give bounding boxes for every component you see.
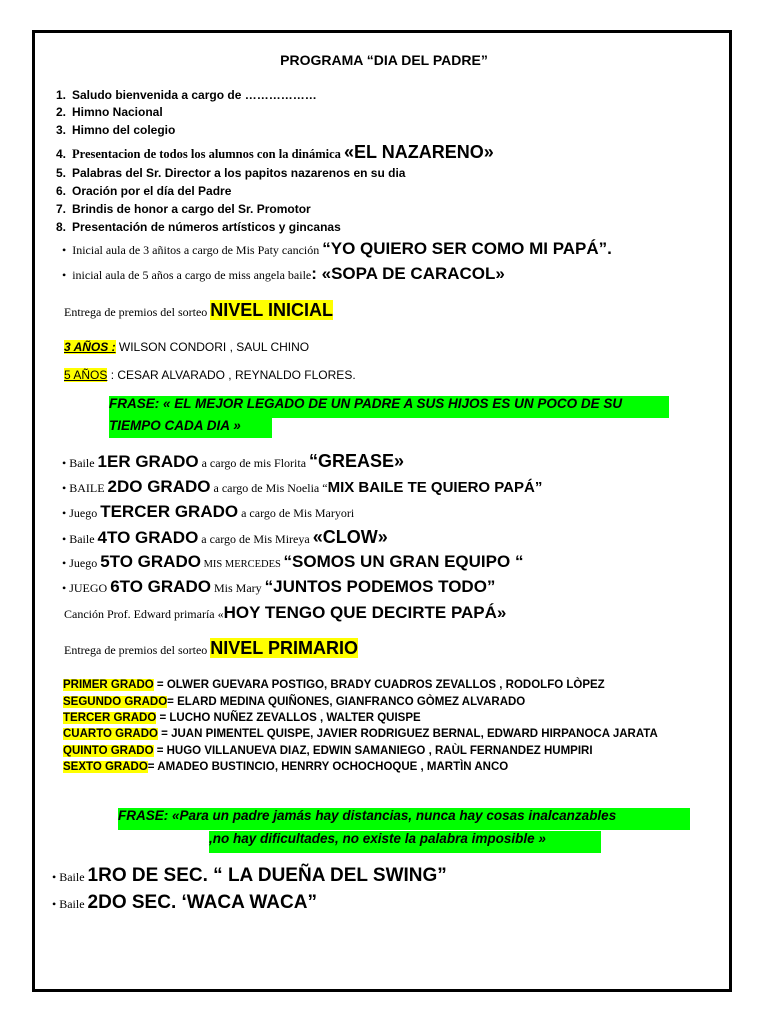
winners-3-anos: 3 AÑOS : WILSON CONDORI , SAUL CHINO — [64, 340, 310, 354]
list-item: 7. Brindis de honor a cargo del Sr. Promotor — [56, 202, 311, 216]
winner-row: SEGUNDO GRADO= ELARD MEDINA QUIÑONES, GIANFRANCO GÒMEZ ALVARADO — [63, 696, 526, 708]
grade-activity: • Baile 1ER GRADO a cargo de mis Florita “GREASE» — [62, 451, 404, 472]
cancion-edward: Canción Prof. Edward primaría «HOY TENGO QUE DECIRTE PAPÁ» — [64, 603, 507, 622]
inicial-item-3-anos: • Inicial aula de 3 añitos a cargo de Mis Paty canción “YO QUIERO SER COMO MI PAPÁ”. — [62, 239, 612, 259]
winner-row: TERCER GRADO = LUCHO NUÑEZ ZEVALLOS , WALTER QUISPE — [63, 712, 421, 724]
inicial-item-5-anos: • inicial aula de 5 años a cargo de miss angela baile: «SOPA DE CARACOL» — [62, 264, 505, 284]
secundaria-item: • Baile 2DO SEC. ‘WACA WACA” — [52, 892, 317, 914]
frase-1-line-2: TIEMPO CADA DIA » — [109, 418, 272, 438]
frase-1-line-1: FRASE: « EL MEJOR LEGADO DE UN PADRE A SUS HIJOS ES UN POCO DE SU — [109, 396, 669, 418]
winner-row: SEXTO GRADO= AMADEO BUSTINCIO, HENRRY OCHOCHOQUE , MARTÌN ANCO — [63, 761, 509, 773]
page-title: PROGRAMA “DIA DEL PADRE” — [280, 52, 488, 68]
sorteo-inicial: Entrega de premios del sorteo NIVEL INICIAL — [64, 300, 333, 320]
list-item: 3. Himno del colegio — [56, 123, 176, 137]
grade-activity: • BAILE 2DO GRADO a cargo de Mis Noelia “MIX BAILE TE QUIERO PAPÁ” — [62, 477, 542, 497]
winner-row: QUINTO GRADO = HUGO VILLANUEVA DIAZ, EDWIN SAMANIEGO , RAÙL FERNANDEZ HUMPIRI — [63, 745, 593, 757]
grade-activity: • Juego 5TO GRADO MIS MERCEDES “SOMOS UN GRAN EQUIPO “ — [62, 552, 523, 572]
list-item: 6. Oración por el día del Padre — [56, 184, 232, 198]
secundaria-item: • Baile 1RO DE SEC. “ LA DUEÑA DEL SWING” — [52, 865, 447, 887]
winner-row: CUARTO GRADO = JUAN PIMENTEL QUISPE, JAVIER RODRIGUEZ BERNAL, EDWARD HIRPANOCA JARATA — [63, 728, 658, 740]
grade-activity: • Juego TERCER GRADO a cargo de Mis Maryori — [62, 502, 354, 522]
list-item: 2. Himno Nacional — [56, 105, 163, 119]
grade-activity: • Baile 4TO GRADO a cargo de Mis Mireya «CLOW» — [62, 527, 388, 548]
winners-5-anos: 5 AÑOS : CESAR ALVARADO , REYNALDO FLORES. — [64, 368, 356, 382]
winner-row: PRIMER GRADO = OLWER GUEVARA POSTIGO, BRADY CUADROS ZEVALLOS , RODOLFO LÒPEZ — [63, 679, 605, 691]
list-item: 8. Presentación de números artísticos y gincanas — [56, 220, 341, 234]
sorteo-primario: Entrega de premios del sorteo NIVEL PRIMARIO — [64, 638, 358, 658]
frase-2-line-1: FRASE: «Para un padre jamás hay distancias, nunca hay cosas inalcanzables — [118, 808, 690, 830]
list-item: 4. Presentacion de todos los alumnos con la dinámica «EL NAZARENO» — [56, 142, 494, 162]
grade-activity: • JUEGO 6TO GRADO Mis Mary “JUNTOS PODEMOS TODO” — [62, 577, 495, 597]
list-item: 5. Palabras del Sr. Director a los papitos nazarenos en su dia — [56, 166, 406, 180]
frase-2-line-2: ,no hay dificultades, no existe la palabra imposible » — [209, 831, 601, 853]
list-item: 1. Saludo bienvenida a cargo de ……………… — [56, 88, 317, 102]
